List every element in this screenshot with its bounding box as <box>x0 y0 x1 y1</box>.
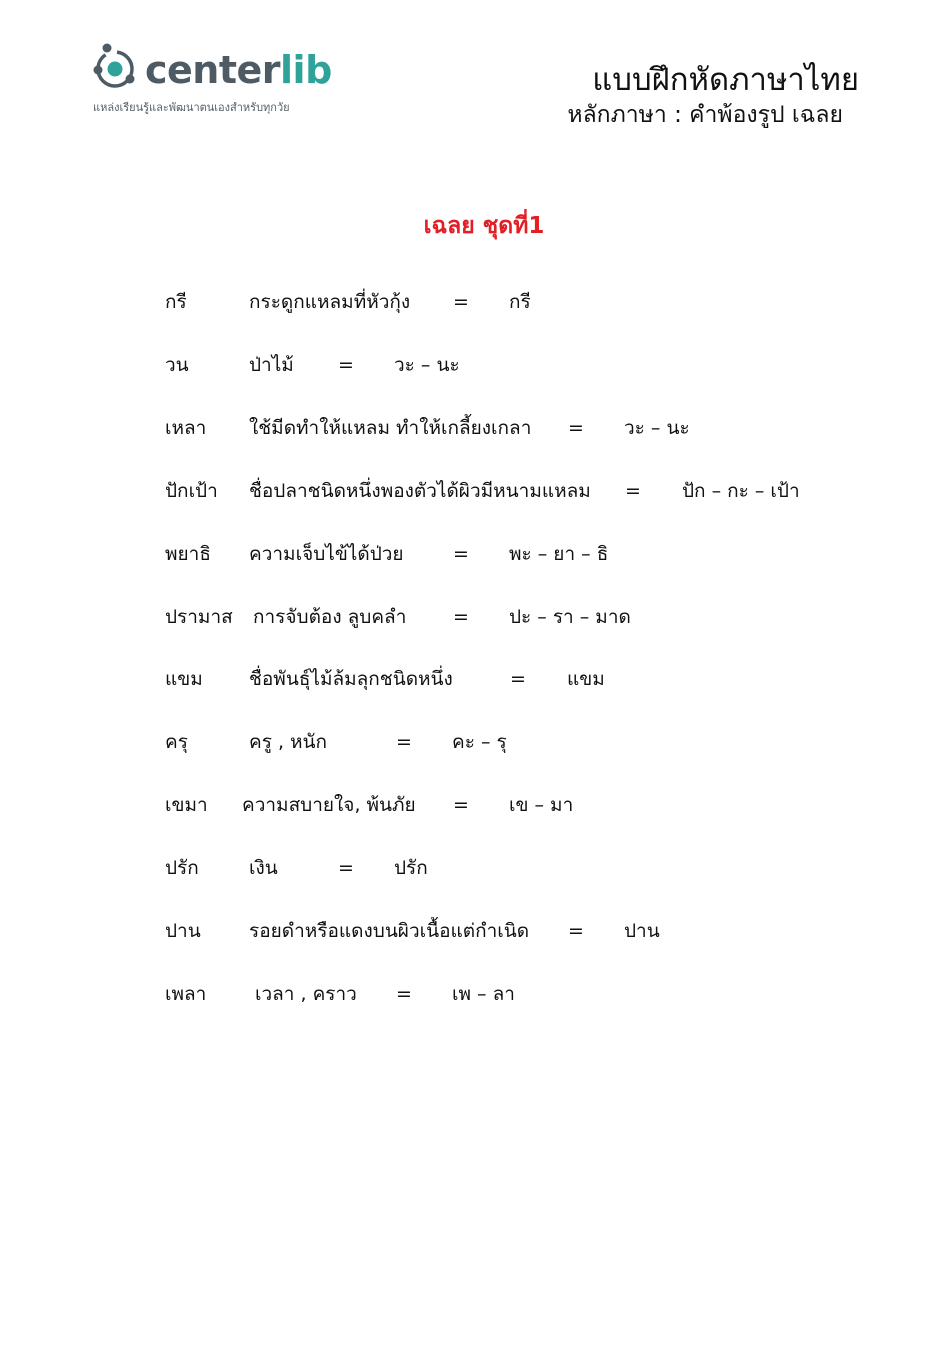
entry-word: พยาธิ <box>165 543 211 565</box>
answer-row <box>0 852 951 884</box>
entry-reading: ปรัก <box>394 857 428 879</box>
entry-reading: แขม <box>567 668 605 690</box>
answer-row <box>0 978 951 1010</box>
entry-meaning: กระดูกแหลมที่หัวกุ้ง <box>249 291 411 313</box>
entry-equals: = <box>568 920 584 942</box>
entry-word: ปักเป้า <box>165 480 218 502</box>
answer-row <box>0 538 951 570</box>
document-title: แบบฝึกหัดภาษาไทย <box>592 62 859 98</box>
entry-equals: = <box>396 983 412 1005</box>
answer-set-title: เฉลย ชุดที่1 <box>423 213 545 239</box>
entry-meaning: ชื่อพันธุ์ไม้ล้มลุกชนิดหนึ่ง <box>249 668 453 690</box>
answer-row <box>0 412 951 444</box>
entry-meaning: ความเจ็บไข้ได้ป่วย <box>249 543 404 565</box>
answer-row <box>0 915 951 947</box>
logo-tagline: แหล่งเรียนรู้และพัฒนาตนเองสำหรับทุกวัย <box>93 101 290 114</box>
entry-equals: = <box>453 543 469 565</box>
entry-word: ปาน <box>165 920 201 942</box>
answer-row <box>0 475 951 507</box>
entry-reading: คะ – รุ <box>452 731 507 753</box>
document-subtitle: หลักภาษา : คำพ้องรูป เฉลย <box>567 102 843 128</box>
entry-reading: วะ – นะ <box>624 417 690 439</box>
entry-word: เหลา <box>165 417 207 439</box>
entry-word: เพลา <box>165 983 207 1005</box>
answer-row <box>0 286 951 318</box>
answer-row <box>0 789 951 821</box>
entry-reading: เข – มา <box>509 794 574 816</box>
entry-meaning: รอยดำหรือแดงบนผิวเนื้อแต่กำเนิด <box>249 920 530 942</box>
entry-reading: กรี <box>509 291 531 313</box>
entry-reading: พะ – ยา – ธิ <box>509 543 609 565</box>
entry-word: แขม <box>165 668 203 690</box>
entry-meaning: ป่าไม้ <box>249 354 294 376</box>
answer-row <box>0 726 951 758</box>
entry-meaning: ครู , หนัก <box>249 731 328 753</box>
entry-reading: ปะ – รา – มาด <box>509 606 631 628</box>
entry-meaning: ความสบายใจ, พ้นภัย <box>242 794 416 816</box>
logo-text-lib: lib <box>280 48 332 92</box>
entry-meaning: เงิน <box>249 857 278 879</box>
entry-meaning: การจับต้อง ลูบคลำ <box>253 606 407 628</box>
entry-equals: = <box>338 354 354 376</box>
answer-row <box>0 349 951 381</box>
logo-text-center: center <box>145 48 281 92</box>
entry-reading: เพ – ลา <box>452 983 515 1005</box>
entry-equals: = <box>338 857 354 879</box>
entry-equals: = <box>510 668 526 690</box>
entry-equals: = <box>396 731 412 753</box>
entry-equals: = <box>453 794 469 816</box>
entry-word: ครุ <box>165 731 188 753</box>
entry-word: วน <box>165 354 189 376</box>
entry-meaning: ชื่อปลาชนิดหนึ่งพองตัวได้ผิวมีหนามแหลม <box>249 480 591 502</box>
answer-row <box>0 601 951 633</box>
entry-word: ปรามาส <box>165 606 233 628</box>
entry-meaning: เวลา , คราว <box>255 983 357 1005</box>
entry-word: เขมา <box>165 794 208 816</box>
entry-equals: = <box>625 480 641 502</box>
entry-equals: = <box>453 606 469 628</box>
entry-reading: วะ – นะ <box>394 354 460 376</box>
answer-row <box>0 663 951 695</box>
entry-meaning: ใช้มีดทำให้แหลม ทำให้เกลี้ยงเกลา <box>249 417 532 439</box>
entry-word: กรี <box>165 291 187 313</box>
entry-reading: ปาน <box>624 920 660 942</box>
entry-equals: = <box>568 417 584 439</box>
entry-equals: = <box>453 291 469 313</box>
entry-reading: ปัก – กะ – เป้า <box>682 480 800 502</box>
entry-word: ปรัก <box>165 857 199 879</box>
